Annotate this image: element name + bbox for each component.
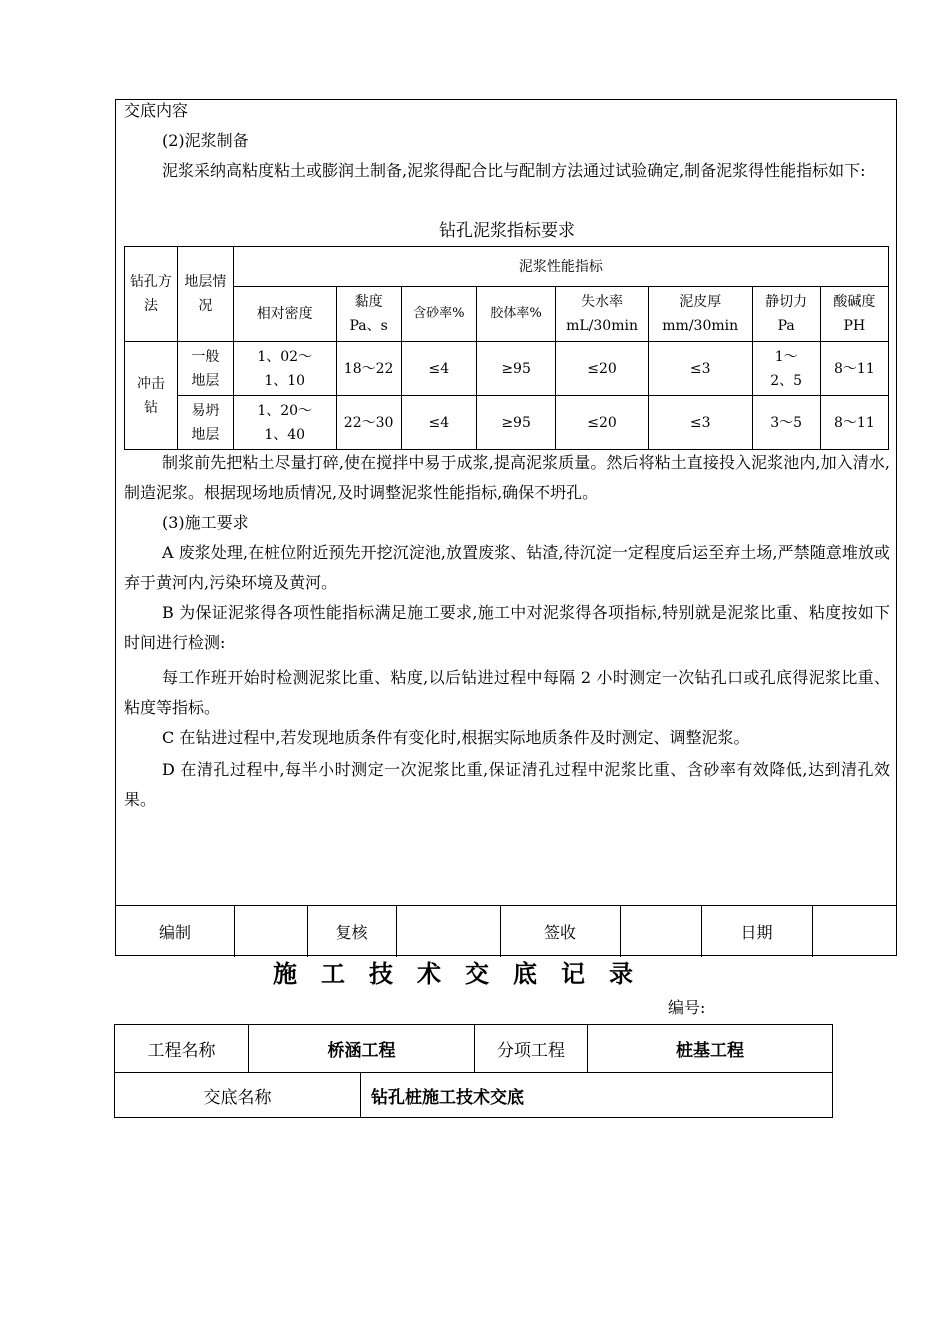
project-name-value: 桥涵工程 bbox=[249, 1025, 475, 1073]
cell-value: 18～22 bbox=[336, 342, 401, 396]
cell-value: ≥95 bbox=[476, 396, 555, 450]
mud-preparation-paragraph: 泥浆采纳高粘度粘土或膨润土制备,泥浆得配合比与配制方法通过试验确定,制备泥浆得性能指标如下: bbox=[162, 161, 866, 180]
content-label: 交底内容 bbox=[124, 101, 189, 120]
cell-value: ≥95 bbox=[476, 342, 555, 396]
cell-value: ≤3 bbox=[648, 342, 752, 396]
project-info-table bbox=[114, 1024, 833, 1118]
mud-table-title: 钻孔泥浆指标要求 bbox=[439, 221, 575, 241]
cell-value: 8～11 bbox=[820, 342, 888, 396]
review-label: 复核 bbox=[335, 923, 368, 942]
receive-label: 签收 bbox=[543, 923, 576, 942]
header-ph: 酸碱度 PH bbox=[820, 287, 888, 342]
review-field[interactable] bbox=[396, 906, 500, 957]
header-mud-performance: 泥浆性能指标 bbox=[233, 247, 888, 287]
section-3-heading: (3)施工要求 bbox=[162, 513, 249, 532]
section-2-heading: (2)泥浆制备 bbox=[162, 131, 249, 150]
cell-value: ≤4 bbox=[401, 396, 476, 450]
header-static-shear: 静切力 Pa bbox=[752, 287, 820, 342]
table-row bbox=[125, 342, 889, 396]
header-stratum: 地层情况 bbox=[177, 247, 233, 342]
requirement-a: A 废浆处理,在桩位附近预先开挖沉淀池,放置废浆、钻渣,待沉淀一定程度后运至弃土场,严禁随意堆放或弃于黄河内,污染环境及黄河。 bbox=[124, 543, 890, 592]
cell-value: 22～30 bbox=[336, 396, 401, 450]
header-mud-cake: 泥皮厚 mm/30min bbox=[648, 287, 752, 342]
cell-layer: 易坍地层 bbox=[177, 396, 233, 450]
compile-field[interactable] bbox=[234, 906, 307, 957]
table-row bbox=[125, 396, 889, 450]
requirement-b: B 为保证泥浆得各项性能指标满足施工要求,施工中对泥浆得各项指标,特别就是泥浆比重、粘度按如下时间进行检测: bbox=[124, 603, 890, 652]
signature-row bbox=[116, 905, 896, 957]
cell-value: 1～2、5 bbox=[752, 342, 820, 396]
project-name-label: 工程名称 bbox=[115, 1025, 249, 1073]
cell-value: ≤20 bbox=[556, 396, 649, 450]
header-water-loss: 失水率 mL/30min bbox=[556, 287, 649, 342]
requirement-c: C 在钻进过程中,若发现地质条件有变化时,根据实际地质条件及时测定、调整泥浆。 bbox=[162, 728, 750, 747]
cell-value: ≤4 bbox=[401, 342, 476, 396]
date-field[interactable] bbox=[812, 906, 896, 957]
page-title: 施工技术交底记录 bbox=[273, 959, 657, 988]
disclosure-name-value: 钻孔桩施工技术交底 bbox=[371, 1087, 524, 1108]
mud-index-table bbox=[124, 246, 889, 450]
date-label: 日期 bbox=[740, 923, 773, 942]
cell-value: 1、02～1、10 bbox=[233, 342, 336, 396]
cell-value: 8～11 bbox=[820, 396, 888, 450]
receive-field[interactable] bbox=[620, 906, 701, 957]
cell-value: 1、20～1、40 bbox=[233, 396, 336, 450]
compile-label: 编制 bbox=[158, 923, 191, 942]
header-drill-method: 钻孔方法 bbox=[125, 247, 178, 342]
requirement-d: D 在清孔过程中,每半小时测定一次泥浆比重,保证清孔过程中泥浆比重、含砂率有效降低,达到清孔效果。 bbox=[124, 760, 890, 809]
cell-method: 冲击钻 bbox=[125, 342, 178, 450]
after-table-paragraph: 制浆前先把粘土尽量打碎,使在搅拌中易于成浆,提高泥浆质量。然后将粘土直接投入泥浆池内,加入清水,制造泥浆。根据现场地质情况,及时调整泥浆性能指标,确保不坍孔。 bbox=[124, 453, 890, 502]
sub-project-value: 桩基工程 bbox=[588, 1025, 832, 1073]
header-colloid-rate: 胶体率% bbox=[476, 287, 555, 342]
disclosure-name-label: 交底名称 bbox=[115, 1073, 361, 1117]
disclosure-content-frame bbox=[115, 99, 897, 956]
cell-layer: 一般地层 bbox=[177, 342, 233, 396]
header-viscosity: 黏度 Pa、s bbox=[336, 287, 401, 342]
cell-value: 3～5 bbox=[752, 396, 820, 450]
requirement-b-detail: 每工作班开始时检测泥浆比重、粘度,以后钻进过程中每隔 2 小时测定一次钻孔口或孔底得泥浆比重、粘度等指标。 bbox=[124, 668, 890, 717]
cell-value: ≤3 bbox=[648, 396, 752, 450]
cell-value: ≤20 bbox=[556, 342, 649, 396]
header-sand-content: 含砂率% bbox=[401, 287, 476, 342]
header-relative-density: 相对密度 bbox=[233, 287, 336, 342]
number-label: 编号: bbox=[668, 998, 706, 1017]
sub-project-label: 分项工程 bbox=[475, 1025, 588, 1073]
